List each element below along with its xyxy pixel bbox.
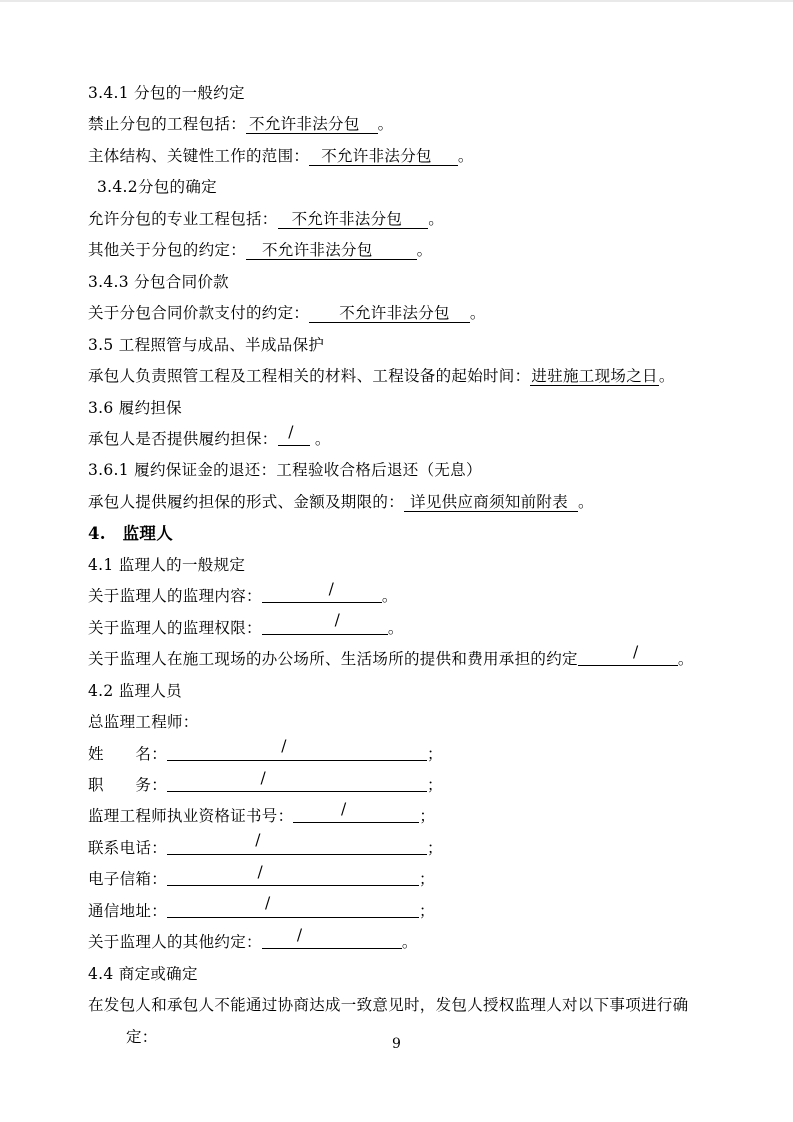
doc-line-14: [88, 487, 738, 518]
line-text: 3.5 工程照管与成品、半成品保护: [88, 335, 325, 354]
doc-line-8: [88, 298, 738, 329]
doc-line-18: [88, 613, 738, 644]
doc-line-3: [88, 141, 738, 172]
field-label: 电子信箱：: [88, 870, 168, 889]
slash-mark: /: [334, 611, 341, 630]
line-text: 3.4.1 分包的一般约定: [88, 84, 245, 102]
line-text: 4.4 商定或确定: [88, 964, 198, 983]
line-text: 定：: [126, 1027, 158, 1046]
line-punctuation: ；: [419, 870, 435, 889]
doc-line-10: [88, 361, 738, 392]
empty-blank-line: [262, 925, 402, 949]
line-punctuation: 。: [658, 367, 675, 386]
doc-line-20: [88, 676, 738, 707]
slash-mark: /: [341, 799, 347, 818]
field-label: 关于监理人的监理权限：: [88, 618, 262, 637]
line-punctuation: 。: [578, 492, 594, 511]
field-label: 禁止分包的工程包括：: [88, 115, 247, 134]
line-punctuation: 。: [677, 650, 694, 669]
doc-line-23: [88, 770, 738, 801]
doc-line-11: [88, 393, 738, 424]
doc-line-17: [88, 581, 738, 612]
field-label: 职 务：: [88, 775, 168, 794]
empty-blank-line: [167, 831, 427, 855]
field-label: 主体结构、关键性工作的范围：: [88, 146, 310, 165]
line-punctuation: 。: [381, 587, 398, 606]
line-punctuation: 。: [401, 933, 418, 952]
field-label: 通信地址：: [88, 901, 168, 920]
line-text: 3.4.2分包的确定: [97, 178, 217, 197]
line-punctuation: 。: [469, 304, 486, 323]
doc-line-2: [88, 109, 738, 140]
slash-mark: /: [288, 422, 294, 441]
slash-mark: /: [260, 768, 266, 787]
empty-blank-line: [293, 799, 419, 823]
doc-line-22: [88, 739, 738, 770]
doc-line-25: [88, 833, 738, 864]
empty-blank-line: [167, 768, 427, 792]
doc-line-24: [88, 801, 738, 832]
line-punctuation: 。: [428, 209, 445, 228]
line-punctuation: ；: [427, 838, 443, 857]
empty-blank-line: [167, 862, 419, 886]
field-label: 承包人提供履约担保的形式、金额及期限的：: [88, 492, 405, 511]
field-label: 允许分包的专业工程包括：: [88, 209, 278, 228]
field-label: 联系电话：: [88, 838, 168, 857]
field-label: 承包人是否提供履约担保：: [88, 429, 278, 448]
line-punctuation: 。: [377, 115, 394, 134]
field-label: 其他关于分包的约定：: [88, 241, 247, 260]
slash-mark: /: [296, 925, 303, 944]
empty-blank-line: [578, 642, 678, 666]
filled-blank-value: 不允许非法分包: [278, 210, 429, 229]
line-punctuation: 。: [309, 429, 331, 448]
line-punctuation: ；: [419, 901, 435, 920]
field-label: 关于监理人的其他约定：: [88, 933, 262, 952]
slash-mark: /: [281, 737, 287, 756]
document-body: [0, 2, 793, 1053]
slash-mark: /: [633, 642, 639, 661]
line-text: 3.4.3 分包合同价款: [88, 272, 229, 291]
field-label: 姓 名：: [88, 744, 168, 763]
filled-blank-value: 不允许非法分包: [246, 115, 378, 134]
page-number: 9: [392, 1036, 401, 1052]
filled-blank-value: 进驻施工现场之日: [531, 367, 658, 386]
line-punctuation: 。: [387, 618, 404, 637]
doc-line-15: [88, 518, 738, 549]
doc-line-7: [88, 267, 738, 298]
doc-line-27: [88, 896, 738, 927]
doc-line-16: [88, 550, 738, 581]
doc-line-28: [88, 927, 738, 958]
field-label: 关于监理人在施工现场的办公场所、生活场所的提供和费用承担的约定: [88, 650, 578, 669]
doc-line-19: [88, 644, 738, 675]
line-text: 3.6 履约担保: [88, 398, 182, 417]
doc-line-21: [88, 707, 738, 738]
filled-blank-value: 详见供应商须知前附表: [404, 493, 578, 512]
slash-mark: /: [257, 862, 264, 881]
doc-line-26: [88, 864, 738, 895]
line-punctuation: 。: [416, 241, 433, 260]
doc-line-9: [88, 330, 738, 361]
field-label: 承包人负责照管工程及工程相关的材料、工程设备的起始时间：: [88, 367, 531, 386]
line-text: 3.6.1 履约保证金的退还：工程验收合格后退还（无息）: [88, 461, 482, 480]
empty-blank-line: [262, 611, 388, 635]
line-text: 在发包人和承包人不能通过协商达成一致意见时，发包人授权监理人对以下事项进行确: [88, 996, 689, 1015]
doc-line-30: [88, 990, 738, 1021]
line-punctuation: ；: [427, 744, 443, 763]
field-label: 监理工程师执业资格证书号：: [88, 807, 294, 826]
line-punctuation: 。: [457, 146, 474, 165]
doc-line-13: [88, 455, 738, 486]
empty-blank-line: [167, 894, 419, 918]
filled-blank-value: 不允许非法分包: [309, 304, 470, 323]
doc-line-4: [88, 172, 738, 203]
doc-line-6: [88, 235, 738, 266]
doc-line-5: [88, 204, 738, 235]
line-punctuation: ；: [427, 775, 443, 794]
slash-mark: /: [328, 579, 335, 598]
line-text: 4.1 监理人的一般规定: [88, 555, 246, 574]
empty-blank-line: [278, 422, 310, 446]
line-text: 4. 监理人: [88, 524, 174, 544]
line-text: 4.2 监理人员: [88, 681, 182, 700]
line-punctuation: ；: [419, 807, 436, 826]
slash-mark: /: [265, 894, 271, 913]
filled-blank-value: 不允许非法分包: [309, 147, 458, 166]
empty-blank-line: [167, 737, 427, 761]
empty-blank-line: [262, 579, 382, 603]
slash-mark: /: [255, 831, 261, 850]
line-text: 总监理工程师：: [88, 713, 199, 732]
doc-line-12: [88, 424, 738, 455]
doc-line-1: [88, 78, 738, 109]
filled-blank-value: 不允许非法分包: [246, 241, 417, 260]
field-label: 关于分包合同价款支付的约定：: [88, 304, 310, 323]
doc-line-29: [88, 959, 738, 990]
field-label: 关于监理人的监理内容：: [88, 587, 262, 606]
